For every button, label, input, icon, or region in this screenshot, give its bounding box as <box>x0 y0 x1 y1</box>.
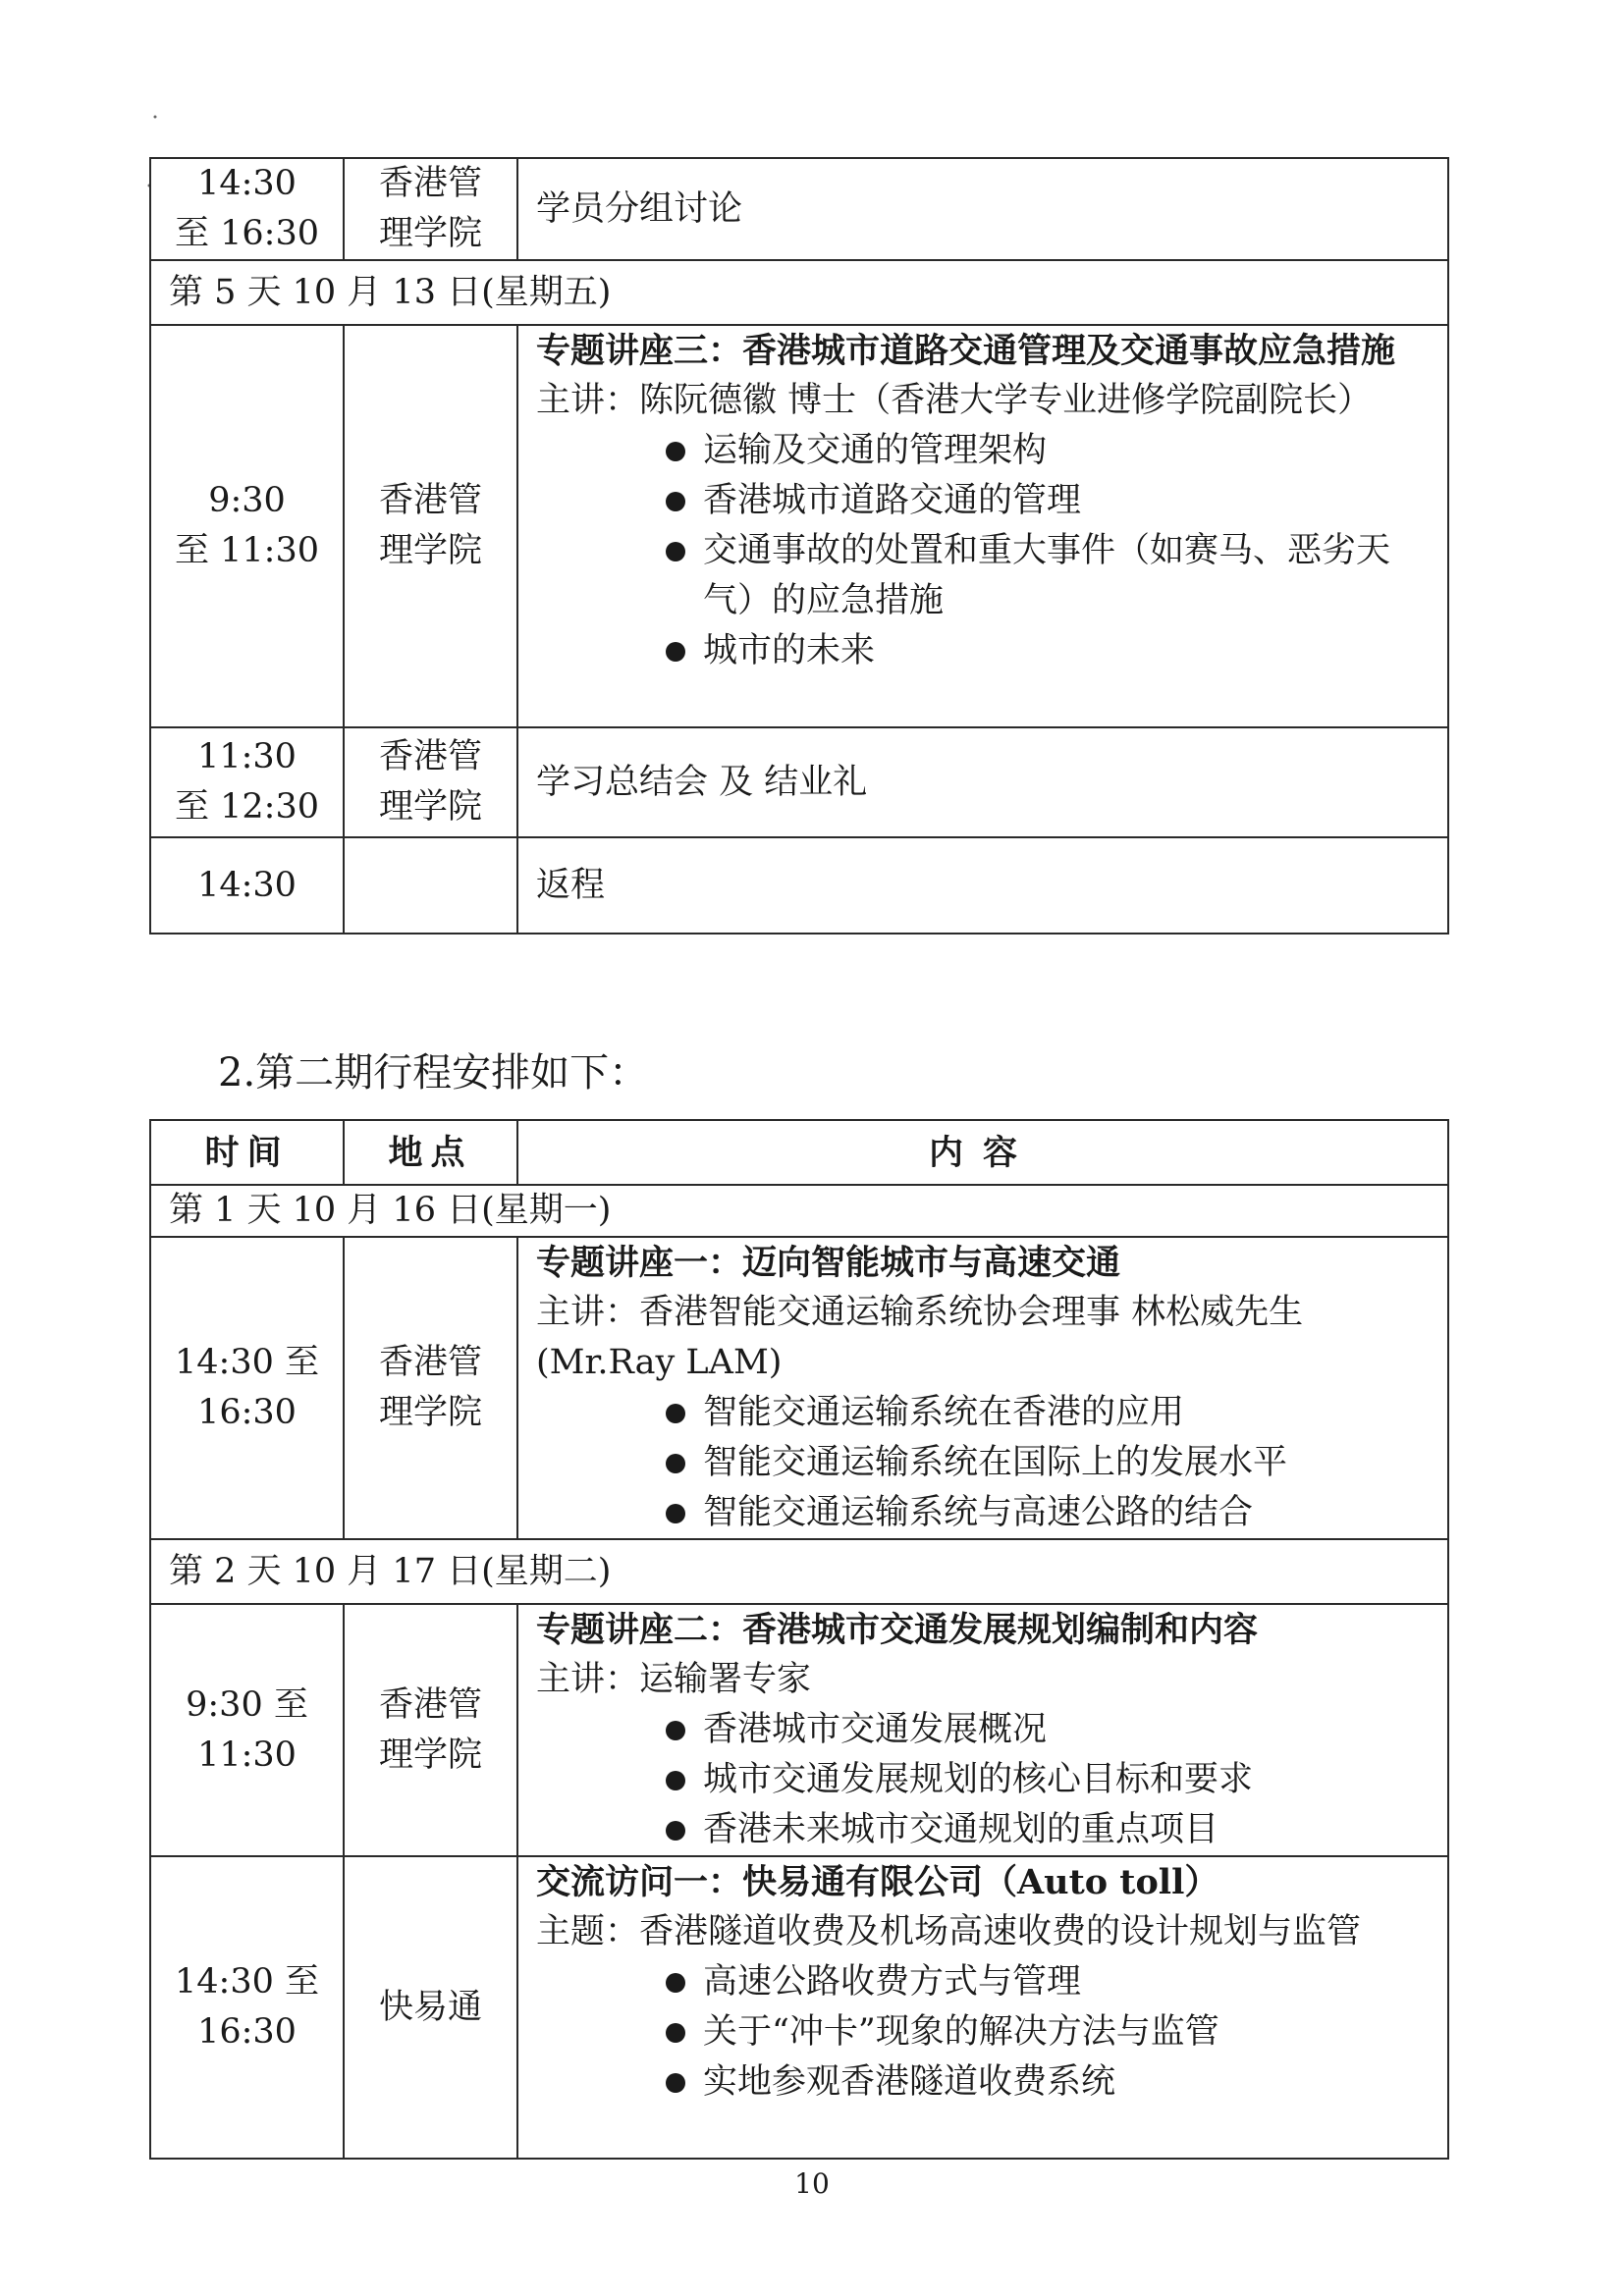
time-line: 16:30 <box>197 1393 297 1432</box>
schedule-table-2 <box>149 1119 1449 2160</box>
time-cell <box>150 727 344 837</box>
activity-text: 返程 <box>536 865 606 905</box>
table-row <box>150 1237 1448 1539</box>
time-line: 16:30 <box>197 2012 297 2052</box>
content-cell <box>517 1604 1448 1856</box>
speaker-line: 主讲：陈阮德徽 博士（香港大学专业进修学院副院长） <box>536 381 1373 420</box>
list-item: 智能交通运输系统与高速公路的结合 <box>664 1488 1434 1538</box>
column-header-location: 地点 <box>344 1120 517 1185</box>
header-row <box>150 1120 1448 1185</box>
activity-text: 学员分组讨论 <box>536 188 743 229</box>
time-line: 至 16:30 <box>175 214 319 253</box>
lecture-title: 专题讲座三：香港城市道路交通管理及交通事故应急措施 <box>536 331 1396 371</box>
activity-text: 学习总结会 及 结业礼 <box>536 762 868 802</box>
location-line: 理学院 <box>378 214 482 253</box>
time-cell <box>150 158 344 260</box>
location-line: 香港管 <box>378 1684 482 1725</box>
time-line: 至 11:30 <box>175 531 319 570</box>
table-row <box>150 727 1448 837</box>
list-item: 运输及交通的管理架构 <box>664 426 1434 476</box>
time-cell <box>150 1604 344 1856</box>
list-item: 高速公路收费方式与管理 <box>664 1957 1434 2007</box>
location-cell <box>344 158 517 260</box>
content-cell <box>517 837 1448 934</box>
day-header: 第 1 天 10 月 16 日(星期一) <box>150 1185 1448 1237</box>
page-number: 10 <box>794 2167 830 2200</box>
content-cell <box>517 158 1448 260</box>
time-line: 14:30 至 <box>175 1962 319 2002</box>
time-line: 11:30 <box>197 1735 297 1775</box>
theme-line: 主题：香港隧道收费及机场高速收费的设计规划与监管 <box>536 1912 1362 1951</box>
list-item: 香港城市交通发展概况 <box>664 1705 1434 1755</box>
bullet-list <box>536 1705 1434 1855</box>
column-header-content: 内容 <box>517 1120 1448 1185</box>
time-cell: 14:30 <box>150 837 344 934</box>
schedule-table-1 <box>149 157 1449 934</box>
list-item: 智能交通运输系统在香港的应用 <box>664 1388 1434 1438</box>
table-row <box>150 1604 1448 1856</box>
lecture-title: 专题讲座一：迈向智能城市与高速交通 <box>536 1243 1121 1283</box>
location-cell <box>344 727 517 837</box>
list-item: 关于“冲卡”现象的解决方法与监管 <box>664 2007 1434 2057</box>
lecture-title: 专题讲座二：香港城市交通发展规划编制和内容 <box>536 1610 1259 1650</box>
content-cell <box>517 1856 1448 2159</box>
day-header: 第 5 天 10 月 13 日(星期五) <box>150 260 1448 325</box>
location-cell: 快易通 <box>344 1856 517 2159</box>
location-line: 香港管 <box>378 164 482 203</box>
day-row <box>150 260 1448 325</box>
time-line: 9:30 至 <box>186 1684 308 1725</box>
bullet-list <box>536 1388 1434 1538</box>
list-item: 香港城市道路交通的管理 <box>664 476 1434 526</box>
table-row <box>150 158 1448 260</box>
day-row <box>150 1539 1448 1604</box>
time-cell <box>150 1237 344 1539</box>
time-cell <box>150 325 344 727</box>
location-cell <box>344 837 517 934</box>
list-item: 城市的未来 <box>664 626 1434 676</box>
location-line: 理学院 <box>378 787 482 827</box>
column-header-time: 时间 <box>150 1120 344 1185</box>
location-line: 理学院 <box>378 531 482 570</box>
list-item: 交通事故的处置和重大事件（如赛马、恶劣天气）的应急措施 <box>664 526 1434 626</box>
list-item: 实地参观香港隧道收费系统 <box>664 2057 1434 2108</box>
visit-title: 交流访问一：快易通有限公司（Auto toll） <box>536 1862 1219 1902</box>
location-cell <box>344 1604 517 1856</box>
location-line: 理学院 <box>378 1735 482 1775</box>
table-row <box>150 1856 1448 2159</box>
list-item: 智能交通运输系统在国际上的发展水平 <box>664 1438 1434 1488</box>
time-line: 11:30 <box>197 737 297 776</box>
section-heading: 2.第二期行程安排如下： <box>218 1050 649 1095</box>
content-cell <box>517 727 1448 837</box>
list-item: 香港未来城市交通规划的重点项目 <box>664 1805 1434 1855</box>
table-row <box>150 325 1448 727</box>
bullet-list <box>536 1957 1434 2108</box>
location-cell <box>344 325 517 727</box>
table-row <box>150 837 1448 934</box>
location-line: 理学院 <box>378 1393 482 1432</box>
location-line: 香港管 <box>378 1343 482 1382</box>
time-line: 14:30 <box>197 164 297 203</box>
location-line: 香港管 <box>378 481 482 520</box>
content-cell <box>517 325 1448 727</box>
location-line: 香港管 <box>378 737 482 776</box>
content-cell <box>517 1237 1448 1539</box>
time-line: 14:30 至 <box>175 1343 319 1382</box>
bullet-list <box>536 426 1434 676</box>
location-cell <box>344 1237 517 1539</box>
day-row <box>150 1185 1448 1237</box>
time-line: 至 12:30 <box>175 787 319 827</box>
time-cell <box>150 1856 344 2159</box>
day-header: 第 2 天 10 月 17 日(星期二) <box>150 1539 1448 1604</box>
list-item: 城市交通发展规划的核心目标和要求 <box>664 1755 1434 1805</box>
speaker-line: 主讲：运输署专家 <box>536 1660 812 1699</box>
speaker-line: 主讲：香港智能交通运输系统协会理事 林松威先生 (Mr.Ray LAM) <box>536 1293 1304 1382</box>
time-line: 9:30 <box>208 481 286 520</box>
